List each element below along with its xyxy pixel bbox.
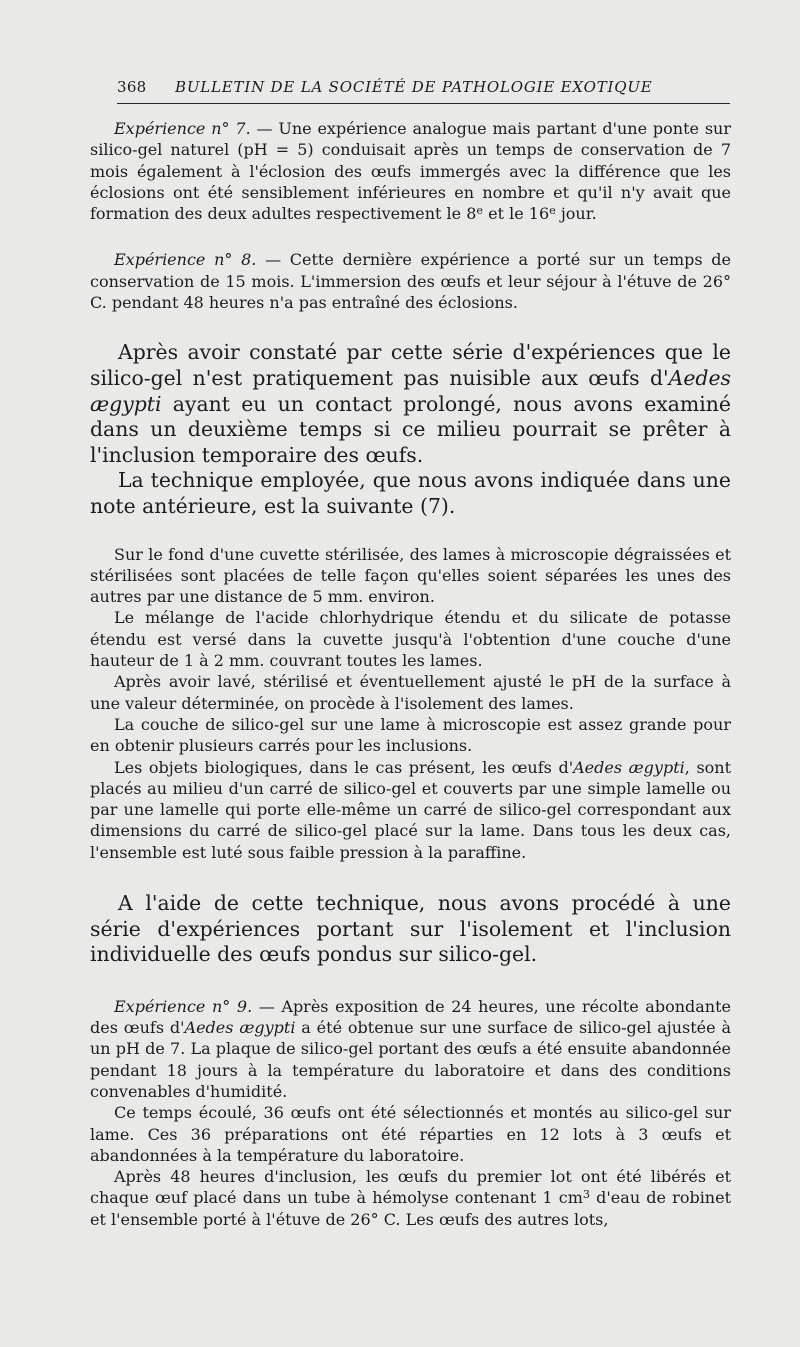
- text-run: Après 48 heures d'inclusion, les œufs du premier lot ont été libérés et chaque œuf placé dans un tube à hémolyse contenant 1 cm: [90, 1167, 731, 1208]
- technique-paragraph: [90, 757, 731, 863]
- header-rule: [117, 103, 730, 104]
- experiment-7-text-mid: et le 16: [483, 204, 550, 224]
- species-name: Aedes ægypti: [90, 365, 731, 416]
- text-run: ayant eu un contact prolongé, nous avons examiné dans un deuxième temps si ce milieu pourrait se prêter à l'inclusion temporaire des œufs.: [90, 391, 731, 467]
- experiment-8-text: — Cette dernière expérience a porté sur un temps de conservation de 15 mois. L'immersion des œufs et leur séjour à l'étuve de 26° C. pendant 48 heures n'a pas entraîné des éclosions.: [90, 250, 732, 313]
- page-header: [117, 78, 730, 96]
- species-name: Aedes ægypti: [184, 1018, 296, 1038]
- experiment-9-paragraph: [90, 996, 731, 1102]
- technique-paragraph: Après avoir lavé, stérilisé et éventuellement ajusté le pH de la surface à une valeur déterminée, on procède à l'isolement des lames.: [90, 672, 731, 713]
- body-paragraph: [90, 340, 731, 468]
- text-run: a été obtenue sur une surface de silico-gel ajustée à un pH de 7. La plaque de silico-gel portant des œufs a été ensuite abandonnée pendant 18 jours à la température du laboratoire et dans des conditions convenables d'humidité.: [90, 1018, 732, 1101]
- body-section-1: [90, 340, 731, 519]
- superscript: e: [549, 204, 556, 218]
- text-run: Les objets biologiques, dans le cas présent, les œufs d': [114, 757, 574, 777]
- technique-section: [90, 544, 731, 863]
- text-run: d'eau de robinet et l'ensemble porté à l'étuve de 26° C. Les œufs des autres lots,: [90, 1188, 732, 1229]
- text-run: — Après exposition de 24 heures, une récolte abondante des œufs d': [90, 996, 731, 1038]
- technique-paragraph: La couche de silico-gel sur une lame à microscopie est assez grande pour en obtenir plusieurs carrés pour les inclusions.: [90, 714, 731, 756]
- technique-paragraph: Le mélange de l'acide chlorhydrique étendu et du silicate de potasse étendu est versé dans la cuvette jusqu'à l'obtention d'une couche d'une hauteur de 1 à 2 mm. couvrant toutes les lames.: [90, 608, 731, 671]
- experiment-9-paragraph: Ce temps écoulé, 36 œufs ont été sélectionnés et montés au silico-gel sur lame. Ces 36 préparations ont été réparties en 12 lots à 3 œufs et abandonnées à la température du laboratoire.: [90, 1103, 731, 1165]
- experiment-9: [90, 996, 731, 1230]
- body-paragraph: La technique employée, que nous avons indiquée dans une note antérieure, est la suivante (7).: [90, 468, 731, 518]
- experiment-9-label: Expérience n° 9.: [114, 996, 253, 1016]
- page-body: [90, 118, 731, 1230]
- superscript: e: [476, 204, 484, 218]
- body-section-2: [90, 891, 731, 968]
- experiment-8-label: Expérience n° 8.: [114, 250, 257, 270]
- species-name: Aedes ægypti: [573, 757, 685, 777]
- superscript: 3: [582, 1188, 590, 1202]
- experiment-8-paragraph: [90, 249, 731, 313]
- experiment-7-text: — Une expérience analogue mais partant d'une ponte sur silico-gel naturel (pH = 5) conduisait après un temps de conservation de 7 mois également à l'éclosion des œufs immergés avec la différence que les éclosions ont été sensiblement inférieures en nombre et qu'il n'y avait que formation des deux adultes respectivement le 8: [90, 119, 732, 224]
- experiment-7: [90, 118, 731, 224]
- body-paragraph: A l'aide de cette technique, nous avons procédé à une série d'expériences portant sur l'isolement et l'inclusion individuelle des œufs pondus sur silico-gel.: [90, 890, 731, 967]
- text-run: Après avoir constaté par cette série d'expériences que le silico-gel n'est pratiquement pas nuisible aux œufs d': [90, 340, 731, 390]
- technique-paragraph: Sur le fond d'une cuvette stérilisée, des lames à microscopie dégraissées et stérilisées sont placées de telle façon qu'elles soient séparées les unes des autres par une distance de 5 mm. environ.: [90, 544, 731, 607]
- page-number: 368: [117, 78, 147, 96]
- text-run: , sont placés au milieu d'un carré de silico-gel et couverts par une simple lamelle ou par une lamelle qui porte elle-même un carré de silico-gel correspondant aux dimensions du carré de silico-gel placé sur la lame. Dans tous les deux cas, l'ensemble est luté sous faible pression à la paraffine.: [90, 757, 732, 862]
- experiment-9-paragraph: [90, 1166, 731, 1230]
- experiment-7-text-end: jour.: [555, 204, 597, 224]
- experiment-7-label: Expérience n° 7.: [114, 119, 251, 138]
- experiment-7-paragraph: [90, 118, 731, 224]
- experiment-8: [90, 249, 731, 313]
- running-title: BULLETIN DE LA SOCIÉTÉ DE PATHOLOGIE EXOTIQUE: [175, 78, 653, 96]
